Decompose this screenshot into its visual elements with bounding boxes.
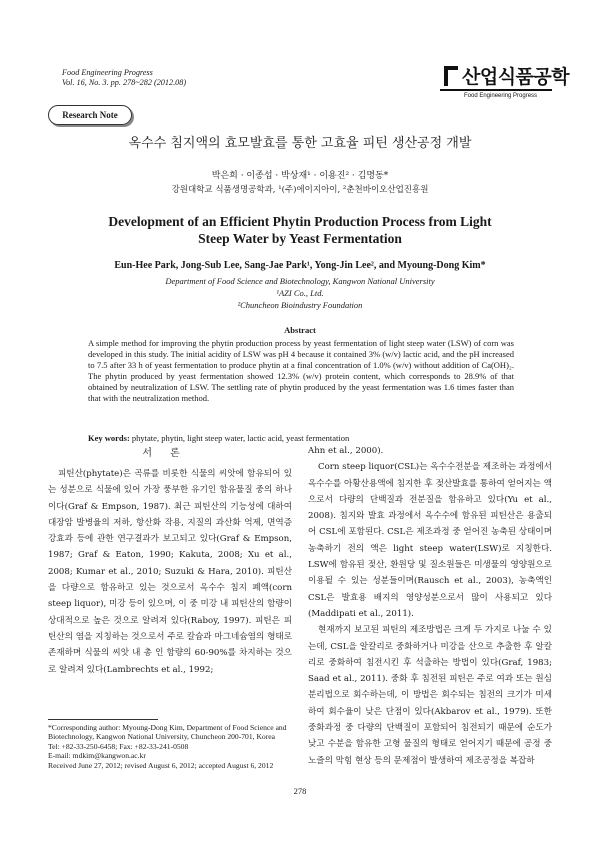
abstract-text: A simple method for improving the phytin production process by yeast fermentation of light steep water (LSW) of corn was developed in this study. The initial acidity of LSW was pH 4 because it contained 3% (w/v) lactic acid, and the pH increased to 7.5 after 33 h of yeast fermentation to produce phytin at a final concentration of 1.0% (w/v) without addition of Ca(OH)₂. The phytin produced by yeast fermentation showed 12.3% (w/v) protein content, which corresponds to 28.9% of that obtained by neutralization of LSW. The settling rate of phytin produced by the yeast fermentation was 1.6 times faster than that with the neutralization method. <box>88 338 514 404</box>
footnote-received: Received June 27, 2012; revised August 6, 2012; accepted August 6, 2012 <box>48 760 274 770</box>
korean-authors: 박은희 · 이종섭 · 박상재¹ · 이용진² · 김명동* <box>211 171 389 181</box>
logo-divider <box>440 89 552 91</box>
left-column <box>48 466 292 678</box>
article-type-badge: Research Note <box>48 105 132 125</box>
english-affiliation-3: ²Chuncheon Bioindustry Foundation <box>237 300 363 310</box>
korean-affiliation: 강원대학교 식품생명공학과, ¹(주)에이지아이, ²춘천바이오산업진흥원 <box>171 185 429 195</box>
keywords-label: Key words: <box>88 433 130 443</box>
page-number: 278 <box>293 786 307 796</box>
logo-mark-icon <box>444 66 458 86</box>
keywords-list: phytate, phytin, light steep water, lactic acid, yeast fermentation <box>131 433 350 443</box>
logo-english-text: Food Engineering Progress <box>464 93 538 99</box>
english-affiliation-1: Department of Food Science and Biotechnology, Kangwon National University <box>165 276 435 286</box>
right-column <box>308 443 552 769</box>
footnote-divider <box>48 719 158 720</box>
korean-title: 옥수수 침지액의 효모발효를 통한 고효율 피틴 생산공정 개발 <box>128 136 472 151</box>
abstract-heading: Abstract <box>284 325 316 335</box>
footnote-phone: Tel: +82-33-250-6458; Fax: +82-33-241-0508 <box>48 741 189 751</box>
keywords <box>88 433 514 443</box>
journal-name: Food Engineering Progress <box>62 68 153 77</box>
journal-logo <box>440 62 570 110</box>
left-paragraph: 피틴산(phytate)은 곡류를 비롯한 식물의 씨앗에 함유되어 있는 성분으로 식물에 있어 가장 풍부한 유기인 함유물질 중의 하나이다(Graf & Empson, 1987). 최근 피틴산의 기능성에 대하여 대장암 발병율의 저하, 항산화 작용, 지질의 과산화 억제, 면역증강효과 등에 관한 연구결과가 보고되고 있다(Graf & Empson, 1987; Graf & Eaton, 1990; Kakuta, 2008; Xu et al., 2008; Kumar et al., 2010; Suzuki & Hara, 2010). 피틴산을 다량으로 함유하고 있는 것으로서 옥수수 침지 폐액(corn steep liquor), 미강 등이 있으며, 이 중 미강 내 피틴산의 함량이 상대적으로 높은 것으로 알려져 있다(Raboy, 1997). 피틴은 피틴산의 염을 지칭하는 것으로서 주로 칼슘과 마그네슘염의 형태로 존재하며 식물의 씨앗 내 총 인 함량의 60-90%를 차지하는 것으로 알려져 있다(Lambrechts et al., 1992; <box>48 469 292 675</box>
right-paragraph: 현재까지 보고된 피틴의 제조방법은 크게 두 가지로 나눌 수 있는데, CSL을 알칼리로 중화하거나 미강을 산으로 추출한 후 알칼리로 중화하여 침전시킨 후 석출하는 방법이 있다(Graf, 1983; Saad et al., 2011). 중화 후 침전된 피틴은 주로 여과 또는 원심분리법으로 회수하는데, 이 방법은 회수되는 침전의 크기가 미세하여 회수율이 낮은 단점이 있다(Akbarov et al., 1979). 또한 중화과정 중 다량의 단백질이 포함되어 침전되기 때문에 순도가 낮고 수분을 함유한 고형 물질의 형태로 얻어지기 때문에 공정 중 노즐의 막힘 현상 등의 문제점이 발생하여 제조공정을 복잡하 <box>308 625 552 766</box>
footnote <box>48 723 294 770</box>
english-authors: Eun-Hee Park, Jong-Sub Lee, Sang-Jae Park¹, Yong-Jin Lee², and Myoung-Dong Kim* <box>114 260 486 271</box>
footnote-corresponding: *Corresponding author: Myoung-Dong Kim, Department of Food Science and Biotechnology, Kangwon National University, Chuncheon 200-701, Korea <box>48 723 287 742</box>
volume-info: Vol. 16, No. 3. pp. 278~282 (2012.08) <box>62 78 187 87</box>
section-heading-introduction: 서론 <box>142 448 198 459</box>
logo-korean-text: 산업식품공학 <box>462 66 570 88</box>
english-title <box>60 213 540 247</box>
english-title-line1: Development of an Efficient Phytin Production Process from Light <box>108 214 492 229</box>
footnote-email: E-mail: mdkim@kangwon.ac.kr <box>48 751 146 761</box>
english-title-line2: Steep Water by Yeast Fermentation <box>198 231 402 246</box>
journal-header <box>62 68 186 88</box>
right-paragraph-continued: Ahn et al., 2000). <box>308 446 384 456</box>
right-paragraph: Corn steep liquor(CSL)는 옥수수전분을 제조하는 과정에서 옥수수를 아황산용액에 침지한 후 젖산발효를 통하여 얻어지는 액으로서 다량의 단백질과 전분질을 함유하고 있다(Yu et al., 2008). 침지와 발효 과정에서 옥수수에 함유된 피틴산은 용출되어 CSL에 포함된다. CSL은 제조과정 중 얻어진 농축된 상태이며 농축하기 전의 액은 light steep water(LSW)로 지칭한다. LSW에 함유된 젖산, 환원당 및 질소원들은 미생물의 영양원으로 이용될 수 있는 성분들이며(Rausch et al., 2003), 농축액인 CSL은 발효용 배지의 영양성분으로서 많이 사용되고 있다(Maddipati et al., 2011). <box>308 462 552 619</box>
english-affiliation-2: ¹AZI Co., Ltd. <box>276 288 324 298</box>
